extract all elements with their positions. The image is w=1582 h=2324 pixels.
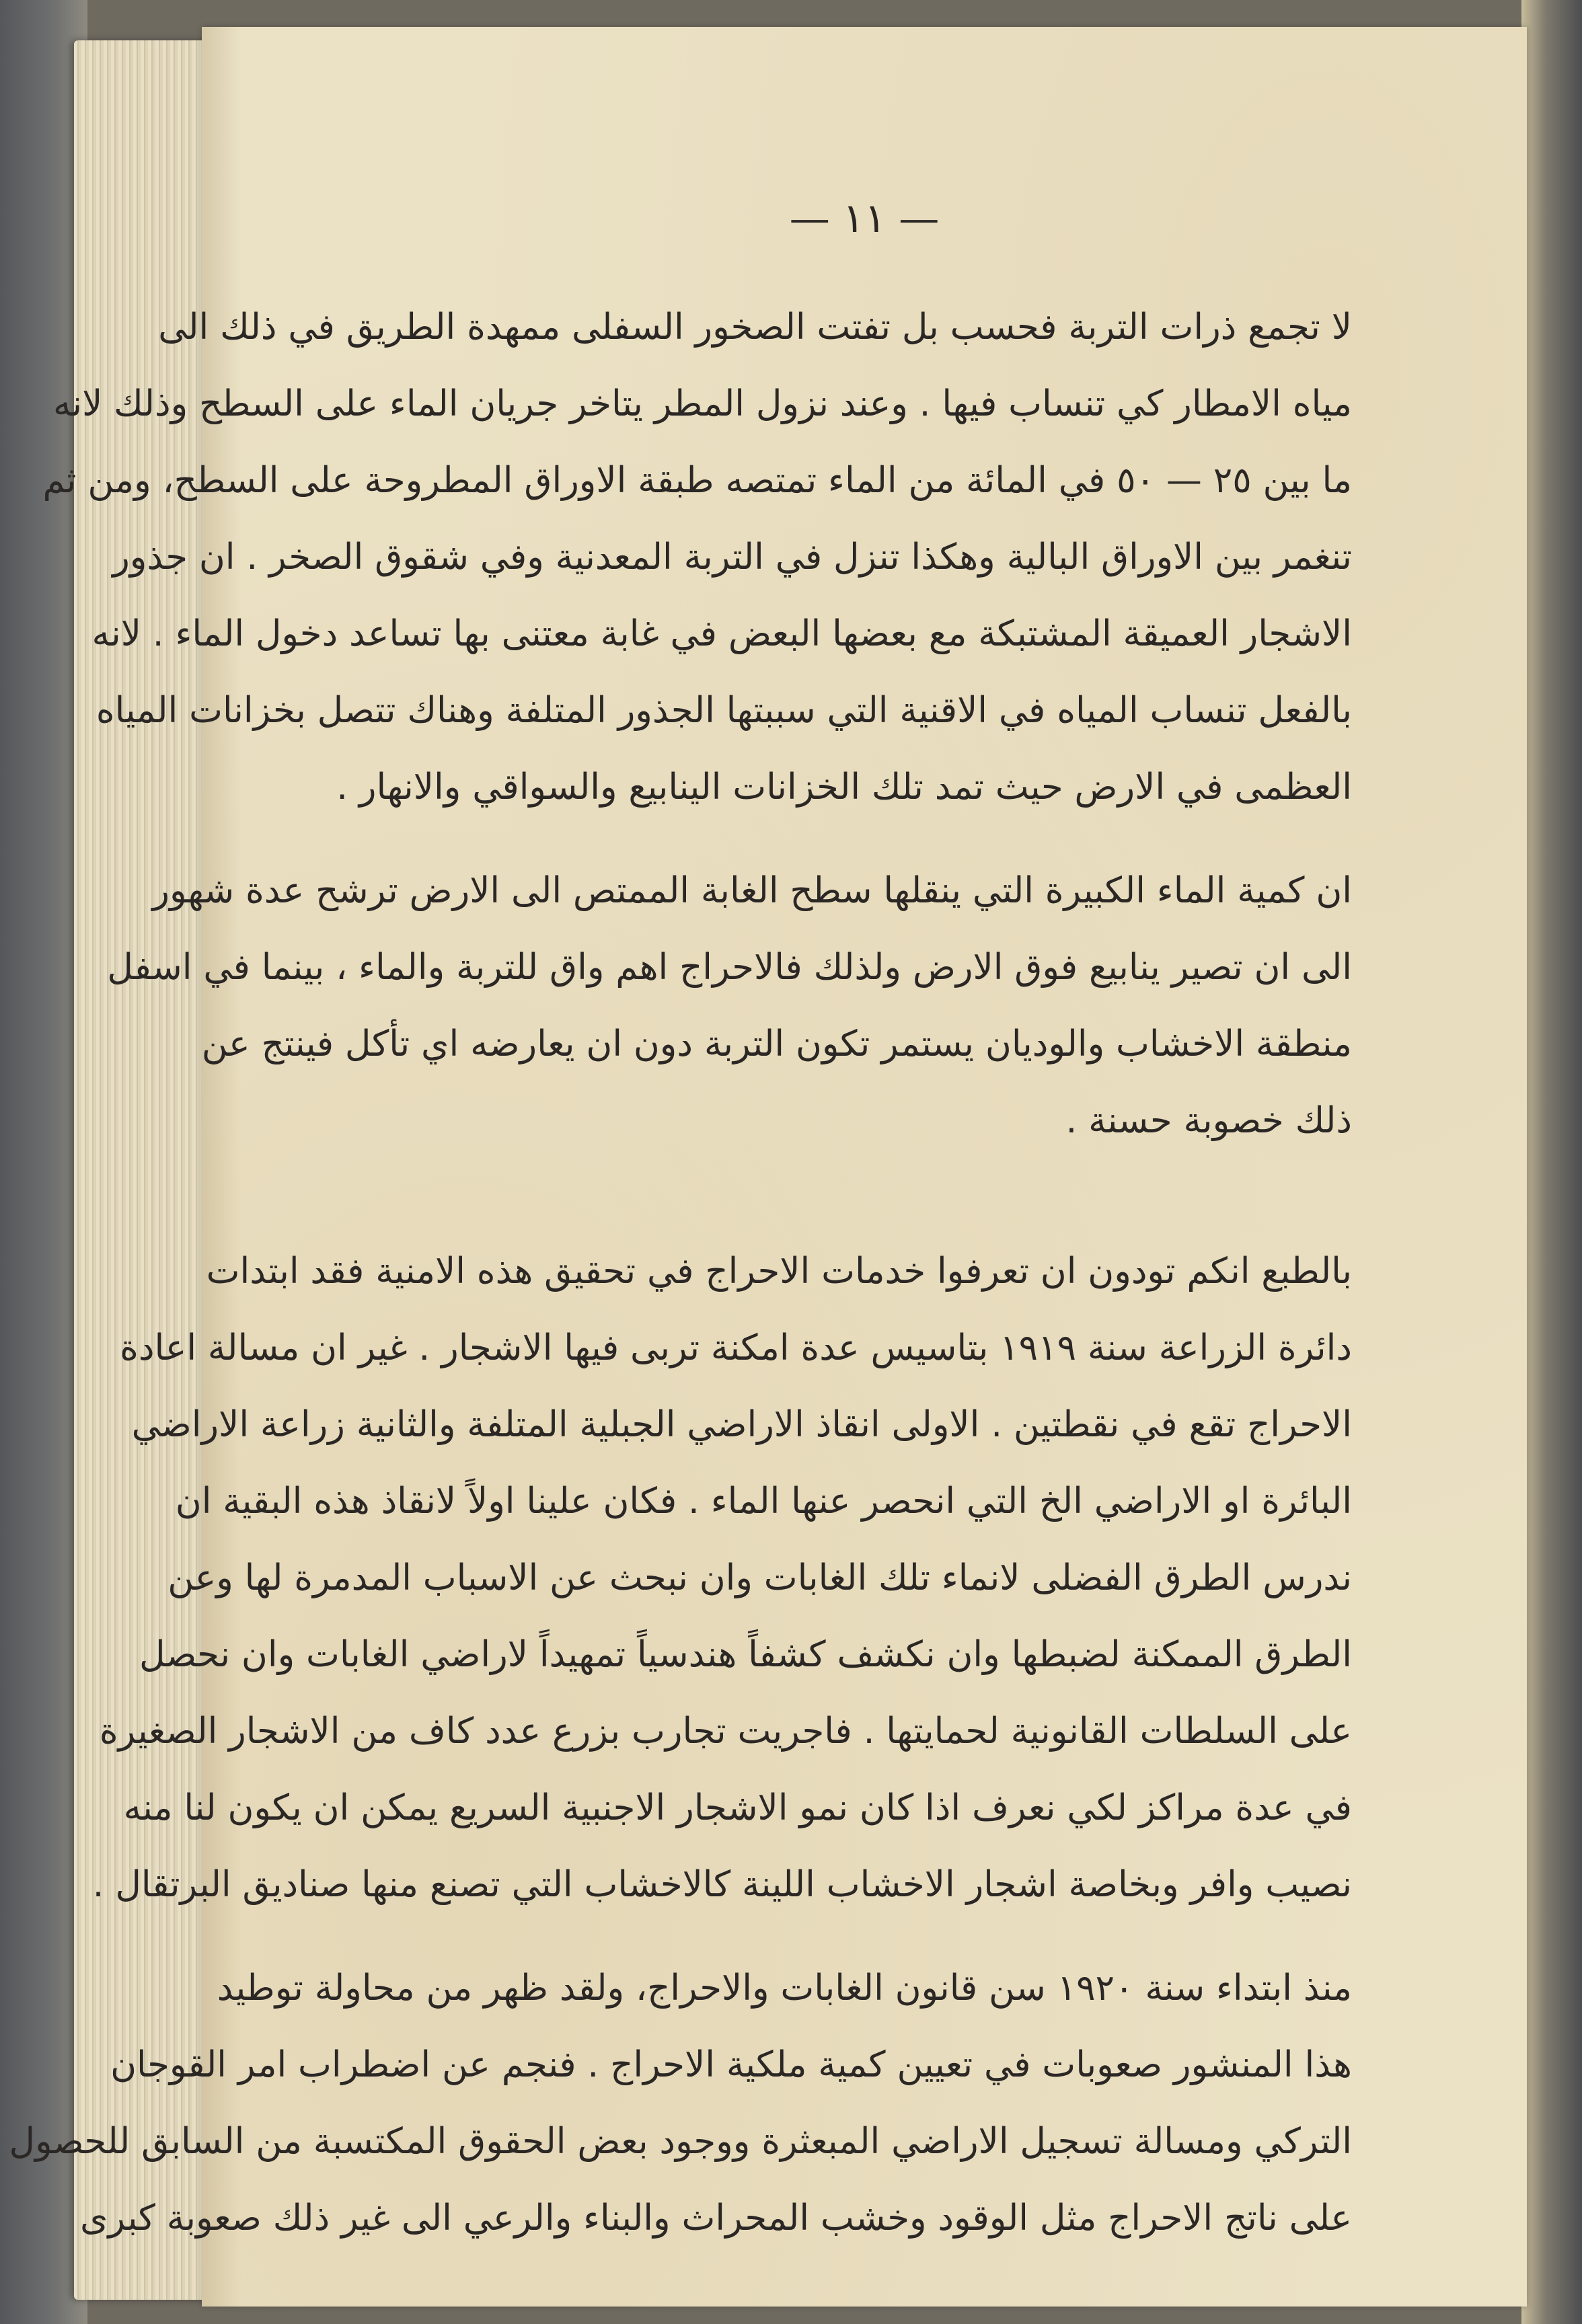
text-line: مياه الامطار كي تنساب فيها . وعند نزول المطر يتاخر جريان الماء على السطح وذلك لانه [52, 383, 1352, 424]
book-page [9, 27, 1527, 2307]
book-binding-right [1521, 0, 1582, 2324]
page-body [9, 289, 1352, 2257]
text-line: التركي ومسالة تسجيل الاراضي المبعثرة ووجود بعض الحقوق المكتسبة من السابق للحصول [9, 2121, 1352, 2162]
text-line: منطقة الاخشاب والوديان يستمر تكون التربة دون ان يعارضه اي تأكل فينتج عن [201, 1023, 1352, 1064]
text-line: الطرق الممكنة لضبطها وان نكشف كشفاً هندسياً تمهيداً لاراضي الغابات وان نحصل [139, 1634, 1352, 1675]
page-number: — ١١ — [789, 195, 940, 242]
text-line: ان كمية الماء الكبيرة التي ينقلها سطح الغابة الممتص الى الارض ترشح عدة شهور [152, 870, 1352, 911]
paragraph-2 [107, 853, 1352, 1159]
text-line: على ناتج الاحراج مثل الوقود وخشب المحراث والبناء والرعي الى غير ذلك صعوبة كبرى [80, 2198, 1352, 2239]
text-line: ذلك خصوبة حسنة . [1065, 1100, 1352, 1141]
text-line: الاشجار العميقة المشتبكة مع بعضها البعض في غابة معتنى بها تساعد دخول الماء . لانه [91, 613, 1352, 654]
text-line: ما بين ٢٥ — ٥٠ في المائة من الماء تمتصه طبقة الاوراق المطروحة على السطح، ومن ثم [42, 460, 1352, 501]
text-line: بالطبع انكم تودون ان تعرفوا خدمات الاحراج في تحقيق هذه الامنية فقد ابتدات [206, 1251, 1352, 1292]
text-line: هذا المنشور صعوبات في تعيين كمية ملكية الاحراج . فنجم عن اضطراب امر القوجان [110, 2044, 1352, 2085]
text-line: بالفعل تنساب المياه في الاقنية التي سببتها الجذور المتلفة وهناك تتصل بخزانات المياه [96, 690, 1352, 731]
text-line: دائرة الزراعة سنة ١٩١٩ بتاسيس عدة امكنة تربى فيها الاشجار . غير ان مسالة اعادة [120, 1327, 1352, 1368]
text-line: منذ ابتداء سنة ١٩٢٠ سن قانون الغابات والاحراج، ولقد ظهر من محاولة توطيد [217, 1968, 1352, 2009]
text-line: تنغمر بين الاوراق البالية وهكذا تنزل في التربة المعدنية وفي شقوق الصخر . ان جذور [112, 537, 1352, 578]
text-line: الى ان تصير ينابيع فوق الارض ولذلك فالاحراج اهم واق للتربة والماء ، بينما في اسفل [107, 947, 1352, 988]
text-line: نصيب وافر وبخاصة اشجار الاخشاب اللينة كالاخشاب التي تصنع منها صناديق البرتقال . [92, 1864, 1352, 1905]
text-line: ندرس الطرق الفضلى لانماء تلك الغابات وان نبحث عن الاسباب المدمرة لها وعن [167, 1557, 1352, 1598]
text-line: البائرة او الاراضي الخ التي انحصر عنها الماء . فكان علينا اولاً لانقاذ هذه البقية ان [175, 1481, 1352, 1522]
paragraph-1 [42, 289, 1352, 826]
text-line: في عدة مراكز لكي نعرف اذا كان نمو الاشجار الاجنبية السريع يمكن ان يكون لنا منه [123, 1787, 1352, 1828]
paragraph-4 [9, 1950, 1352, 2257]
text-line: العظمى في الارض حيث تمد تلك الخزانات الينابيع والسواقي والانهار . [336, 767, 1352, 808]
text-line: الاحراج تقع في نقطتين . الاولى انقاذ الاراضي الجبلية المتلفة والثانية زراعة الاراضي [131, 1404, 1352, 1445]
paragraph-3 [92, 1233, 1352, 1923]
text-line: على السلطات القانونية لحمايتها . فاجريت تجارب بزرع عدد كاف من الاشجار الصغيرة [99, 1711, 1352, 1752]
text-line: لا تجمع ذرات التربة فحسب بل تفتت الصخور السفلى ممهدة الطريق في ذلك الى [158, 307, 1352, 348]
